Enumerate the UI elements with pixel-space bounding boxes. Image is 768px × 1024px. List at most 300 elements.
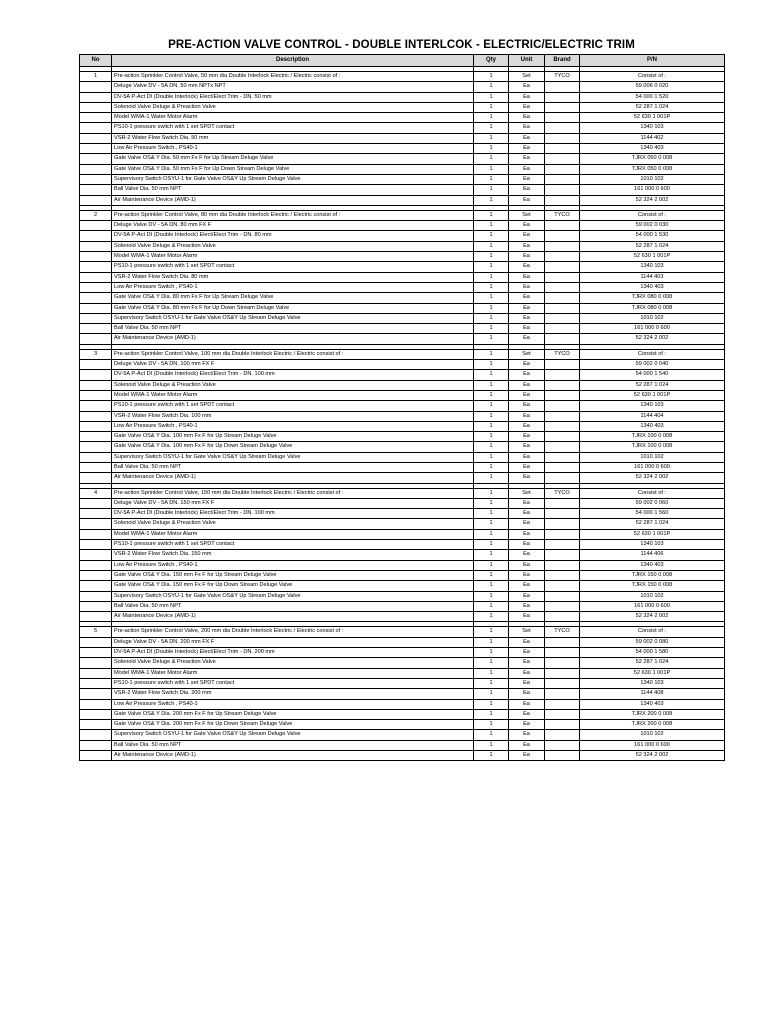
part-number-cell: 54 000 1 560 [580,509,725,519]
qty-cell: 1 [474,195,509,205]
unit-cell: Ea [509,668,545,678]
brand-cell [545,540,580,550]
description-cell: DV-5A P-Act DI (Double Interlock) Elect/Elect Trim - DN. 50 mm [112,92,474,102]
brand-cell [545,144,580,154]
qty-cell: 1 [474,272,509,282]
table-row [80,82,725,92]
item-number-cell [80,144,112,154]
qty-cell: 1 [474,570,509,580]
qty-cell: 1 [474,658,509,668]
description-cell: Gate Valve OS& Y Dia. 80 mm Fx F for Up Down Stream Deluge Valve [112,303,474,313]
table-row [80,231,725,241]
description-cell: Supervisory Switch OSYU-1 for Gate Valve OS&Y Up Stream Deluge Valve [112,591,474,601]
description-cell: PS10-1 pressure switch with 1 set SPDT contact [112,401,474,411]
unit-cell: Ea [509,174,545,184]
brand-cell [545,241,580,251]
unit-cell: Ea [509,462,545,472]
brand-cell [545,282,580,292]
table-row [80,658,725,668]
item-number-cell [80,560,112,570]
qty-cell: 1 [474,560,509,570]
brand-cell [545,390,580,400]
brand-cell [545,699,580,709]
description-cell: VSR-2 Water Flow Switch Dia. 150 mm [112,550,474,560]
description-cell: Pre-action Sprinkler Control Valve, 50 mm dia Double Interlock Electric / Electric consist of : [112,72,474,82]
unit-cell: Ea [509,560,545,570]
part-number-cell: 52 630 1 001P [580,252,725,262]
description-cell: Supervisory Switch OSYU-1 for Gate Valve OS&Y Up Stream Deluge Valve [112,313,474,323]
brand-cell [545,174,580,184]
part-number-cell: 52 287 1 024 [580,241,725,251]
brand-cell [545,740,580,750]
item-number-cell [80,658,112,668]
page-title: PRE-ACTION VALVE CONTROL - DOUBLE INTERLCOK - ELECTRIC/ELECTRIC TRIM [168,39,635,51]
part-number-cell: 1010 102 [580,313,725,323]
qty-cell: 1 [474,133,509,143]
item-number-cell [80,720,112,730]
part-number-cell: 161 000 0 600 [580,740,725,750]
part-number-cell: 1010 102 [580,452,725,462]
item-number-cell: 3 [80,349,112,359]
brand-cell [545,658,580,668]
unit-cell: Ea [509,637,545,647]
brand-cell [545,751,580,761]
item-number-cell [80,509,112,519]
unit-cell: Ea [509,272,545,282]
unit-cell: Ea [509,751,545,761]
description-cell: PS10-1 pressure switch with 1 set SPDT contact [112,540,474,550]
table-row [80,164,725,174]
qty-cell: 1 [474,678,509,688]
description-cell: Deluge Valve DV - 5A DN. 150 mm FX F [112,498,474,508]
item-number-cell [80,82,112,92]
brand-cell [545,380,580,390]
table-row [80,699,725,709]
table-row [80,488,725,498]
part-number-cell: 1340 403 [580,560,725,570]
qty-cell: 1 [474,390,509,400]
unit-cell: Ea [509,699,545,709]
brand-cell [545,668,580,678]
brand-cell [545,648,580,658]
parts-table [79,54,725,761]
part-number-cell: TJRX 150 0 008 [580,570,725,580]
description-cell: Deluge Valve DV - 5A DN. 80 mm FX F [112,221,474,231]
table-row [80,154,725,164]
item-number-cell [80,324,112,334]
part-number-cell: TJRX 200 0 008 [580,720,725,730]
qty-cell: 1 [474,751,509,761]
description-cell: Ball Valve Dia. 50 mm NPT [112,601,474,611]
qty-cell: 1 [474,380,509,390]
brand-cell [545,113,580,123]
description-cell: Gate Valve OS& Y Dia. 200 mm Fx F for Up Stream Deluge Valve [112,709,474,719]
item-number-cell [80,421,112,431]
brand-cell [545,421,580,431]
qty-cell: 1 [474,432,509,442]
brand-cell [545,123,580,133]
header-qty: Qty [474,55,509,67]
unit-cell: Ea [509,720,545,730]
part-number-cell: 1010 102 [580,730,725,740]
unit-cell: Ea [509,241,545,251]
part-number-cell: 1340 403 [580,421,725,431]
brand-cell [545,401,580,411]
item-number-cell [80,550,112,560]
part-number-cell: 1340 103 [580,401,725,411]
unit-cell: Ea [509,570,545,580]
unit-cell: Ea [509,473,545,483]
table-row [80,324,725,334]
qty-cell: 1 [474,262,509,272]
unit-cell: Ea [509,509,545,519]
part-number-cell: 1144 408 [580,689,725,699]
brand-cell [545,678,580,688]
unit-cell: Ea [509,421,545,431]
unit-cell: Ea [509,601,545,611]
unit-cell: Ea [509,334,545,344]
part-number-cell: 1010 102 [580,174,725,184]
item-number-cell [80,519,112,529]
unit-cell: Ea [509,401,545,411]
unit-cell: Ea [509,411,545,421]
item-number-cell [80,462,112,472]
brand-cell [545,570,580,580]
table-row [80,272,725,282]
table-row [80,113,725,123]
item-number-cell [80,432,112,442]
table-row [80,252,725,262]
unit-cell: Ea [509,123,545,133]
part-number-cell: 59 002 0 030 [580,221,725,231]
brand-cell [545,370,580,380]
brand-cell [545,612,580,622]
part-number-cell: TJRX 050 0 008 [580,164,725,174]
qty-cell: 1 [474,82,509,92]
description-cell: Model WMA-1 Water Motor Alarm [112,113,474,123]
part-number-cell: TJRX 050 0 008 [580,154,725,164]
part-number-cell: 1144 403 [580,272,725,282]
brand-cell [545,272,580,282]
part-number-cell: 52 324 2 002 [580,195,725,205]
table-row [80,720,725,730]
unit-cell: Ea [509,678,545,688]
brand-cell [545,262,580,272]
qty-cell: 1 [474,591,509,601]
part-number-cell: 52 287 1 024 [580,658,725,668]
table-row [80,293,725,303]
part-number-cell: 1144 402 [580,133,725,143]
description-cell: Ball Valve Dia. 50 mm NPT [112,185,474,195]
qty-cell: 1 [474,293,509,303]
item-number-cell [80,498,112,508]
qty-cell: 1 [474,349,509,359]
item-number-cell [80,282,112,292]
table-row [80,550,725,560]
item-number-cell [80,113,112,123]
description-cell: Deluge Valve DV - 5A DN. 100 mm FX F [112,360,474,370]
table-row [80,174,725,184]
part-number-cell: TJRX 080 0 008 [580,303,725,313]
qty-cell: 1 [474,462,509,472]
header-brand: Brand [545,55,580,67]
qty-cell: 1 [474,303,509,313]
table-row [80,668,725,678]
qty-cell: 1 [474,164,509,174]
table-row [80,689,725,699]
item-number-cell [80,668,112,678]
item-number-cell [80,411,112,421]
brand-cell [545,689,580,699]
table-row [80,540,725,550]
description-cell: PS10-1 pressure switch with 1 set SPDT contact [112,262,474,272]
qty-cell: 1 [474,601,509,611]
unit-cell: Ea [509,293,545,303]
item-number-cell [80,102,112,112]
description-cell: Gate Valve OS& Y Dia. 100 mm Fx F for Up Stream Deluge Valve [112,432,474,442]
unit-cell: Ea [509,648,545,658]
table-row [80,313,725,323]
table-row [80,133,725,143]
brand-cell [545,550,580,560]
item-number-cell [80,390,112,400]
qty-cell: 1 [474,313,509,323]
part-number-cell: 161 000 0 600 [580,462,725,472]
item-number-cell [80,370,112,380]
table-header-row [80,55,725,67]
table-row [80,509,725,519]
brand-cell: TYCO [545,488,580,498]
part-number-cell: 52 324 2 002 [580,612,725,622]
qty-cell: 1 [474,581,509,591]
brand-cell [545,720,580,730]
part-number-cell: 52 287 1 024 [580,519,725,529]
qty-cell: 1 [474,627,509,637]
part-number-cell: 1144 406 [580,550,725,560]
description-cell: Supervisory Switch OSYU-1 for Gate Valve OS&Y Up Stream Deluge Valve [112,452,474,462]
description-cell: Pre-action Sprinkler Control Valve, 80 mm dia Double Interlock Electric / Electric consist of : [112,210,474,220]
unit-cell: Ea [509,380,545,390]
brand-cell [545,221,580,231]
part-number-cell: 1010 102 [580,591,725,601]
item-number-cell [80,154,112,164]
description-cell: Gate Valve OS& Y Dia. 200 mm Fx F for Up Down Stream Deluge Valve [112,720,474,730]
description-cell: Air Maintenance Device (AMD-1) [112,334,474,344]
unit-cell: Ea [509,92,545,102]
part-number-cell: 52 287 1 024 [580,102,725,112]
unit-cell: Ea [509,550,545,560]
part-number-cell: 59 002 0 060 [580,498,725,508]
qty-cell: 1 [474,612,509,622]
description-cell: Solenoid Valve Deluge & Preaction Valve [112,519,474,529]
table-row [80,432,725,442]
table-row [80,411,725,421]
table-row [80,570,725,580]
description-cell: Gate Valve OS& Y Dia. 150 mm Fx F for Up Stream Deluge Valve [112,570,474,580]
description-cell: DV-5A P-Act DI (Double Interlock) Elect/Elect Trim - DN. 100 mm [112,509,474,519]
description-cell: VSR-2 Water Flow Switch Dia. 100 mm [112,411,474,421]
table-row [80,421,725,431]
part-number-cell: TJRX 100 0 008 [580,432,725,442]
item-number-cell [80,293,112,303]
qty-cell: 1 [474,648,509,658]
qty-cell: 1 [474,411,509,421]
qty-cell: 1 [474,185,509,195]
description-cell: Ball Valve Dia. 50 mm NPT [112,740,474,750]
qty-cell: 1 [474,529,509,539]
part-number-cell: 1340 103 [580,540,725,550]
brand-cell [545,154,580,164]
description-cell: PS10-1 pressure switch with 1 set SPDT contact [112,678,474,688]
header-pn: P/N [580,55,725,67]
part-number-cell: 52 324 2 002 [580,473,725,483]
description-cell: Model WMA-1 Water Motor Alarm [112,668,474,678]
description-cell: Gate Valve OS& Y Dia. 150 mm Fx F for Up Down Stream Deluge Valve [112,581,474,591]
item-number-cell: 1 [80,72,112,82]
description-cell: Solenoid Valve Deluge & Preaction Valve [112,380,474,390]
item-number-cell [80,231,112,241]
description-cell: Pre-action Sprinkler Control Valve, 150 mm dia Double Interlock Electric / Electric consist of : [112,488,474,498]
qty-cell: 1 [474,668,509,678]
table-body [80,67,725,761]
unit-cell: Ea [509,591,545,601]
table-row [80,452,725,462]
brand-cell [545,360,580,370]
part-number-cell: 1340 103 [580,678,725,688]
item-number-cell [80,133,112,143]
unit-cell: Ea [509,658,545,668]
item-number-cell [80,452,112,462]
description-cell: Supervisory Switch OSYU-1 for Gate Valve OS&Y Up Stream Deluge Valve [112,730,474,740]
qty-cell: 1 [474,689,509,699]
brand-cell [545,82,580,92]
description-cell: Gate Valve OS& Y Dia. 100 mm Fx F for Up Down Stream Deluge Valve [112,442,474,452]
qty-cell: 1 [474,442,509,452]
item-number-cell [80,241,112,251]
description-cell: Ball Valve Dia. 50 mm NPT [112,462,474,472]
brand-cell [545,529,580,539]
description-cell: Air Maintenance Device (AMD-1) [112,473,474,483]
qty-cell: 1 [474,498,509,508]
part-number-cell: Consist of : [580,210,725,220]
part-number-cell: 59 006 0 020 [580,82,725,92]
unit-cell: Ea [509,262,545,272]
table-row [80,262,725,272]
part-number-cell: 52 630 1 001P [580,529,725,539]
table-row [80,123,725,133]
item-number-cell [80,313,112,323]
unit-cell: Ea [509,313,545,323]
table-row [80,401,725,411]
table-row [80,612,725,622]
brand-cell [545,442,580,452]
item-number-cell [80,380,112,390]
description-cell: Model WMA-1 Water Motor Alarm [112,529,474,539]
part-number-cell: 59 002 0 040 [580,360,725,370]
qty-cell: 1 [474,113,509,123]
qty-cell: 1 [474,637,509,647]
description-cell: PS10-1 pressure switch with 1 set SPDT contact [112,123,474,133]
brand-cell [545,92,580,102]
description-cell: Low Air Pressure Switch , PS40-1 [112,560,474,570]
table-row [80,72,725,82]
table-row [80,92,725,102]
brand-cell [545,498,580,508]
qty-cell: 1 [474,421,509,431]
part-number-cell: Consist of : [580,72,725,82]
item-number-cell [80,699,112,709]
qty-cell: 1 [474,282,509,292]
item-number-cell [80,442,112,452]
item-number-cell: 5 [80,627,112,637]
table-row [80,730,725,740]
qty-cell: 1 [474,740,509,750]
brand-cell [545,432,580,442]
qty-cell: 1 [474,401,509,411]
qty-cell: 1 [474,709,509,719]
unit-cell: Ea [509,452,545,462]
spreadsheet-page [79,37,724,761]
qty-cell: 1 [474,102,509,112]
table-row [80,709,725,719]
table-row [80,185,725,195]
brand-cell [545,462,580,472]
description-cell: Ball Valve Dia. 50 mm NPT [112,324,474,334]
unit-cell: Ea [509,195,545,205]
item-number-cell [80,334,112,344]
description-cell: Low Air Pressure Switch , PS40-1 [112,144,474,154]
item-number-cell [80,92,112,102]
unit-cell: Ea [509,252,545,262]
item-number-cell [80,123,112,133]
brand-cell: TYCO [545,627,580,637]
qty-cell: 1 [474,334,509,344]
description-cell: Solenoid Valve Deluge & Preaction Valve [112,241,474,251]
unit-cell: Set [509,627,545,637]
brand-cell [545,601,580,611]
unit-cell: Ea [509,82,545,92]
unit-cell: Set [509,349,545,359]
qty-cell: 1 [474,550,509,560]
table-row [80,740,725,750]
table-row [80,519,725,529]
description-cell: VSR-2 Water Flow Switch Dia. 200 mm [112,689,474,699]
table-row [80,473,725,483]
table-row [80,390,725,400]
qty-cell: 1 [474,92,509,102]
description-cell: DV-5A P-Act DI (Double Interlock) Elect/Elect Trim - DN. 80 mm [112,231,474,241]
part-number-cell: Consist of : [580,488,725,498]
qty-cell: 1 [474,452,509,462]
table-row [80,370,725,380]
table-row [80,102,725,112]
item-number-cell [80,529,112,539]
description-cell: Deluge Valve DV - 5A DN. 50 mm NPTx NPT [112,82,474,92]
qty-cell: 1 [474,123,509,133]
unit-cell: Set [509,72,545,82]
qty-cell: 1 [474,699,509,709]
unit-cell: Ea [509,185,545,195]
brand-cell [545,581,580,591]
qty-cell: 1 [474,324,509,334]
description-cell: Pre-action Sprinkler Control Valve, 200 mm dia Double Interlock Electric / Electric consist of : [112,627,474,637]
item-number-cell [80,360,112,370]
brand-cell [545,709,580,719]
unit-cell: Ea [509,390,545,400]
unit-cell: Ea [509,221,545,231]
part-number-cell: 1144 404 [580,411,725,421]
part-number-cell: Consist of : [580,349,725,359]
